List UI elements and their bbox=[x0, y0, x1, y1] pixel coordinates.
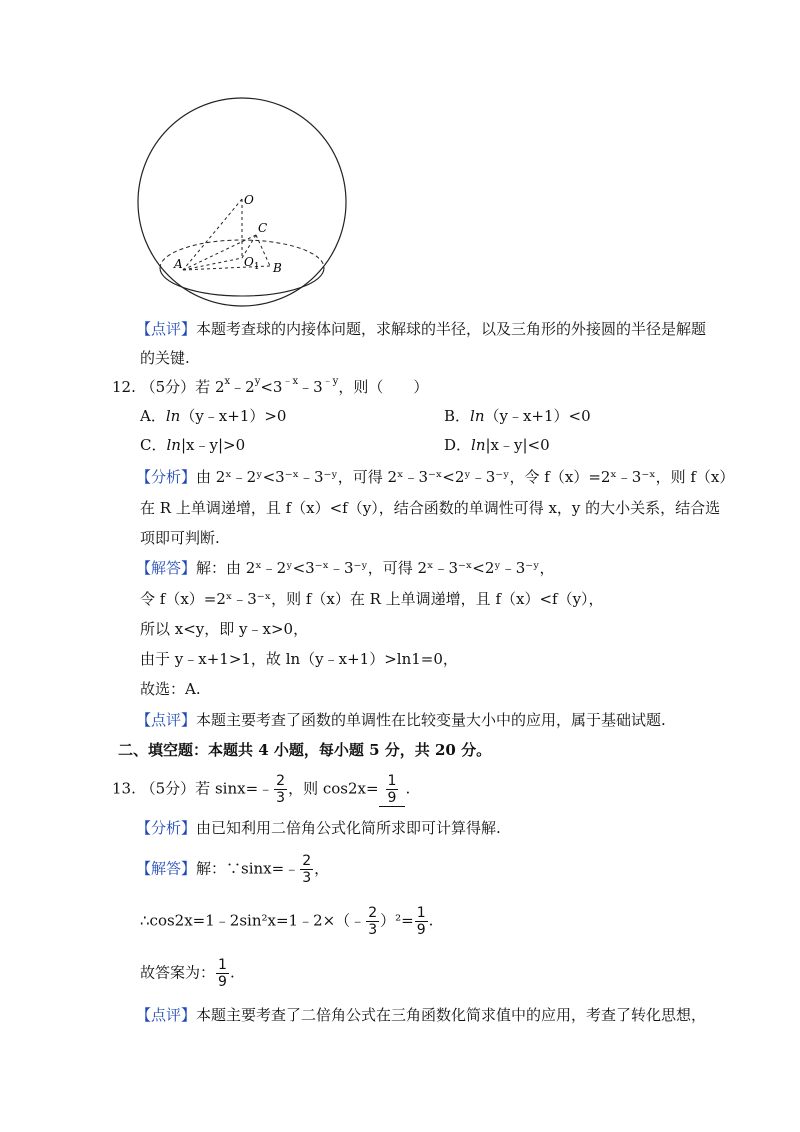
q12-analysis-tag: 【分析】 bbox=[136, 468, 197, 486]
q13-answer-text1-end: ， bbox=[314, 859, 330, 878]
q12-stem-tail: ，则（ ） bbox=[338, 378, 429, 396]
q12-number: 12. bbox=[112, 378, 136, 396]
q13-answer-frac-2-3 bbox=[300, 853, 313, 886]
sphere-figure bbox=[130, 92, 360, 307]
q13-frac-2-3 bbox=[274, 773, 287, 806]
q12-option-b-ln: ln bbox=[470, 407, 485, 425]
q13-analysis-tag: 【分析】 bbox=[136, 819, 197, 837]
q12-option-a-ln: ln bbox=[165, 407, 181, 425]
q12-analysis-line1 bbox=[136, 466, 734, 488]
q13-answer-text2-mid: ）²= bbox=[380, 911, 414, 930]
q13-answer2-frac-2-3 bbox=[366, 905, 379, 938]
q12-option-c-text: |x﹣y|>0 bbox=[180, 436, 246, 454]
q13-stem-end: . bbox=[405, 779, 411, 798]
q13-number: 13. bbox=[112, 779, 136, 798]
q13-answer-frac-den: 3 bbox=[302, 870, 312, 886]
q13-answer3-frac-num: 1 bbox=[218, 957, 227, 973]
label-A: A bbox=[174, 257, 183, 271]
q13-blank-frac-den: 9 bbox=[387, 790, 397, 806]
base-circle-front bbox=[160, 268, 324, 296]
q13-answer-text1: 解：∵sinx=﹣ bbox=[196, 859, 300, 878]
q13-comment-text1: 本题主要考查了二倍角公式在三角函数化简求值中的应用，考查了转化思想， bbox=[196, 1006, 707, 1024]
q12-analysis-line3: 项即可判断. bbox=[140, 529, 220, 547]
q11-comment-line1 bbox=[136, 318, 706, 340]
q13-frac-den: 3 bbox=[276, 790, 286, 806]
q12-answer-tag: 【解答】 bbox=[136, 559, 197, 577]
q12-option-d-text: |x﹣y|<0 bbox=[485, 436, 550, 454]
q12-answer-line5: 故选：A. bbox=[140, 680, 201, 698]
q13-answer-blank bbox=[379, 773, 406, 807]
q13-answer3-frac-1-9 bbox=[216, 957, 229, 990]
label-O1-sub: 1 bbox=[253, 262, 260, 272]
q12-answer-line2: 令 f（x）=2ˣ﹣3⁻ˣ，则 f（x）在 R 上单调递增，且 f（x）<f（y）， bbox=[140, 590, 604, 608]
q13-answer2-frac-num: 2 bbox=[368, 905, 378, 921]
q12-option-d-label: D． bbox=[444, 436, 472, 454]
q13-comment-line1 bbox=[136, 1004, 706, 1026]
q12-answer-line3: 所以 x<y，即 y﹣x>0， bbox=[140, 620, 309, 638]
q12-stem bbox=[112, 376, 428, 398]
q13-answer2-frac-den: 3 bbox=[368, 922, 378, 938]
q13-answer-text2-end: . bbox=[428, 911, 434, 930]
q13-answer-text2-pre: ∴cos2x=1﹣2sin²x=1﹣2×（﹣ bbox=[140, 911, 366, 930]
q13-stem-mid: ，则 cos2x= bbox=[288, 779, 379, 798]
q12-option-d bbox=[444, 434, 550, 456]
label-O1 bbox=[244, 255, 260, 272]
q11-comment-text1: 本题考查球的内接体问题，求解球的半径，以及三角形的外接圆的半径是解题 bbox=[196, 320, 707, 338]
q12-option-a-label: A． bbox=[140, 407, 166, 425]
q12-score: （5分）若 bbox=[140, 378, 211, 396]
q12-option-b bbox=[444, 405, 591, 427]
label-O1-main: O bbox=[244, 255, 254, 269]
q12-inequality: $2^x﹣2^y<3^{﹣x}﹣3^{﹣y}$ bbox=[214, 376, 339, 396]
q12-comment-tag: 【点评】 bbox=[136, 711, 197, 729]
q12-option-a bbox=[140, 405, 286, 427]
q13-analysis-line1 bbox=[136, 817, 501, 839]
q13-answer2-frac19-den: 9 bbox=[416, 922, 426, 938]
q13-answer-line3 bbox=[140, 957, 235, 990]
q13-answer-line1 bbox=[136, 853, 329, 886]
q11-comment-tag: 【点评】 bbox=[136, 320, 197, 338]
q12-analysis-line2: 在 R 上单调递增，且 f（x）<f（y），结合函数的单调性可得 x，y 的大小关系，结合选 bbox=[140, 499, 721, 517]
q13-blank-frac-num: 1 bbox=[387, 773, 397, 789]
q12-answer-text1: 解：由 2ˣ﹣2ʸ<3⁻ˣ﹣3⁻ʸ，可得 2ˣ﹣3⁻ˣ<2ʸ﹣3⁻ʸ， bbox=[196, 559, 555, 577]
q13-analysis-text1: 由已知利用二倍角公式化简所求即可计算得解. bbox=[196, 819, 501, 837]
q13-answer-line2 bbox=[140, 905, 433, 938]
q11-comment-line2: 的关键. bbox=[140, 349, 190, 367]
segment-OA bbox=[183, 199, 242, 270]
q13-answer-text3-pre: 故答案为： bbox=[140, 963, 216, 982]
q13-answer2-frac-1-9 bbox=[415, 905, 428, 938]
q12-answer-line4: 由于 y﹣x+1>1，故 ln（y﹣x+1）>ln1=0， bbox=[140, 650, 458, 668]
q13-blank-frac bbox=[386, 773, 399, 806]
q13-answer2-frac19-num: 1 bbox=[416, 905, 426, 921]
q12-option-b-label: B． bbox=[444, 407, 471, 425]
q12-option-b-text: （y﹣x+1）<0 bbox=[484, 407, 591, 425]
q13-answer-frac-num: 2 bbox=[302, 853, 312, 869]
q13-stem-pre: （5分）若 sinx=﹣ bbox=[140, 779, 274, 798]
label-O: O bbox=[244, 193, 254, 207]
q12-option-d-ln: ln bbox=[471, 436, 486, 454]
q13-answer-tag: 【解答】 bbox=[136, 859, 197, 878]
q13-comment-tag: 【点评】 bbox=[136, 1006, 197, 1024]
q13-answer3-frac-den: 9 bbox=[218, 974, 227, 990]
label-C: C bbox=[258, 221, 268, 235]
q12-analysis-text1: 由 2ˣ﹣2ʸ<3⁻ˣ﹣3⁻ʸ，可得 2ˣ﹣3⁻ˣ<2ʸ﹣3⁻ʸ，令 f（x）=2ˣ﹣3⁻ˣ，则 f（x） bbox=[196, 468, 735, 486]
q12-option-a-text: （y﹣x+1）>0 bbox=[180, 407, 287, 425]
section2-title: 二、填空题：本题共 4 小题，每小题 5 分，共 20 分。 bbox=[118, 741, 492, 759]
q12-comment-line1 bbox=[136, 709, 666, 731]
q13-frac-num: 2 bbox=[276, 773, 286, 789]
q12-answer-line1 bbox=[136, 557, 555, 579]
q12-comment-text1: 本题主要考查了函数的单调性在比较变量大小中的应用，属于基础试题. bbox=[196, 711, 666, 729]
q12-option-c-label: C． bbox=[140, 436, 167, 454]
q13-stem bbox=[112, 773, 410, 807]
label-B: B bbox=[273, 261, 282, 275]
q12-option-c bbox=[140, 434, 245, 456]
q13-answer-text3-end: . bbox=[229, 963, 235, 982]
q12-option-c-ln: ln bbox=[166, 436, 181, 454]
